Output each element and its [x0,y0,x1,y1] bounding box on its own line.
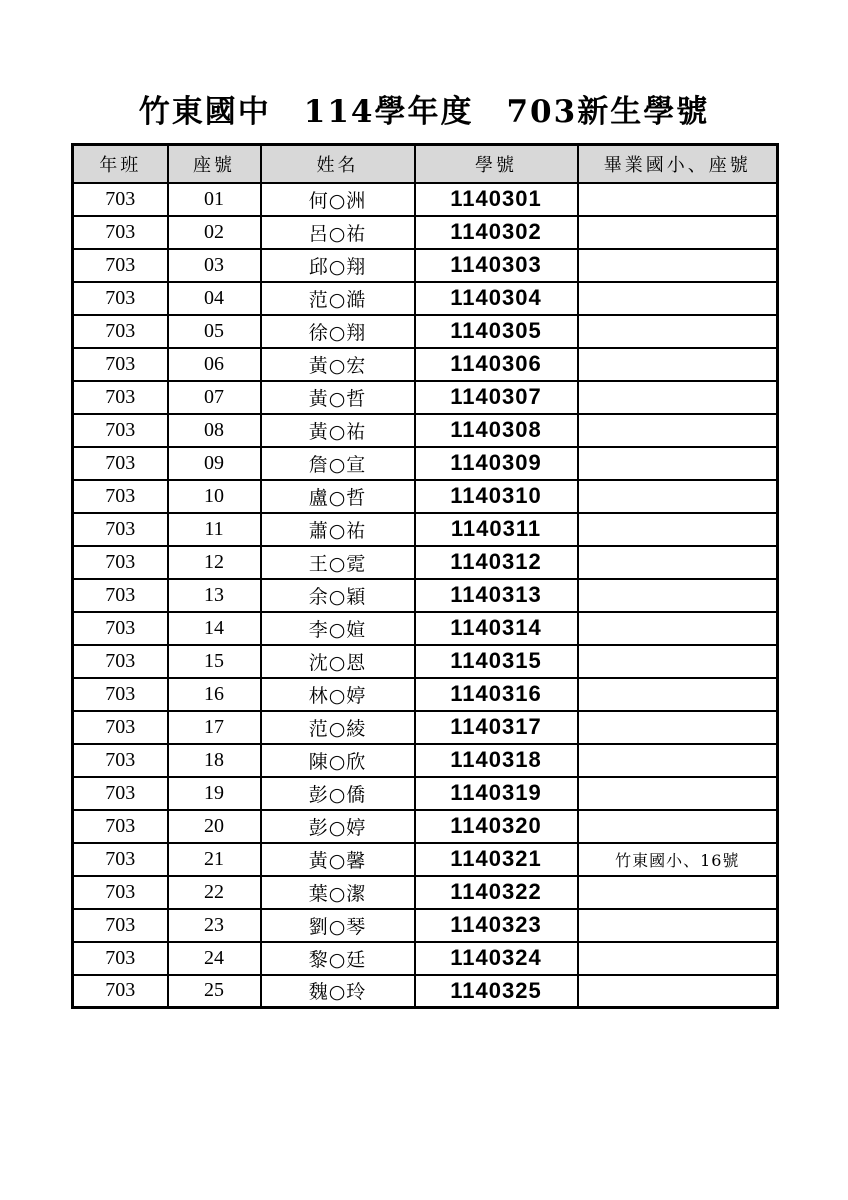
seat-number-cell: 01 [168,183,261,216]
class-cell: 703 [73,381,168,414]
table-row [73,282,778,315]
origin-school-cell [578,183,778,216]
seat-number-cell: 15 [168,645,261,678]
student-name-cell: 葉○潔 [261,876,415,909]
student-name-cell: 林○婷 [261,678,415,711]
student-name-cell: 呂○祐 [261,216,415,249]
seat-number-cell: 05 [168,315,261,348]
table-row [73,546,778,579]
origin-school-cell [578,744,778,777]
seat-number-cell: 07 [168,381,261,414]
student-name-cell: 徐○翔 [261,315,415,348]
student-id-cell: 1140308 [415,414,578,447]
seat-number-cell: 24 [168,942,261,975]
student-name-cell: 彭○僑 [261,777,415,810]
origin-school-cell [578,249,778,282]
student-id-cell: 1140324 [415,942,578,975]
origin-school-cell [578,414,778,447]
table-row [73,249,778,282]
seat-number-cell: 23 [168,909,261,942]
student-id-cell: 1140309 [415,447,578,480]
table-row [73,579,778,612]
seat-number-cell: 19 [168,777,261,810]
seat-number-cell: 10 [168,480,261,513]
student-id-cell: 1140322 [415,876,578,909]
table-row [73,975,778,1008]
class-cell: 703 [73,876,168,909]
page-title: 竹東國中 114學年度 703新生學號 [138,94,710,130]
student-id-cell: 1140314 [415,612,578,645]
table-row [73,942,778,975]
origin-school-cell [578,711,778,744]
student-id-cell: 1140304 [415,282,578,315]
origin-school-cell [578,612,778,645]
class-cell: 703 [73,744,168,777]
table-body [73,183,778,1008]
table-row [73,348,778,381]
student-id-cell: 1140311 [415,513,578,546]
table-row [73,678,778,711]
class-cell: 703 [73,645,168,678]
student-name-cell: 盧○哲 [261,480,415,513]
class-cell: 703 [73,513,168,546]
class-cell: 703 [73,711,168,744]
student-id-cell: 1140317 [415,711,578,744]
class-cell: 703 [73,216,168,249]
student-name-cell: 何○洲 [261,183,415,216]
table-row [73,414,778,447]
student-id-cell: 1140306 [415,348,578,381]
seat-number-cell: 13 [168,579,261,612]
header-cell-class: 年班 [73,145,168,183]
student-id-cell: 1140320 [415,810,578,843]
origin-school-cell [578,447,778,480]
student-id-cell: 1140325 [415,975,578,1008]
origin-school-cell [578,480,778,513]
seat-number-cell: 03 [168,249,261,282]
student-id-cell: 1140323 [415,909,578,942]
student-name-cell: 沈○恩 [261,645,415,678]
student-id-cell: 1140315 [415,645,578,678]
student-id-cell: 1140313 [415,579,578,612]
student-name-cell: 魏○玲 [261,975,415,1008]
table-row [73,810,778,843]
class-cell: 703 [73,810,168,843]
header-cell-student-id: 學號 [415,145,578,183]
seat-number-cell: 04 [168,282,261,315]
table-row [73,381,778,414]
table-row [73,216,778,249]
student-id-cell: 1140321 [415,843,578,876]
table-row [73,447,778,480]
table-row [73,315,778,348]
student-id-cell: 1140301 [415,183,578,216]
class-cell: 703 [73,315,168,348]
class-cell: 703 [73,414,168,447]
seat-number-cell: 02 [168,216,261,249]
header-cell-origin-school: 畢業國小、座號 [578,145,778,183]
student-name-cell: 李○媗 [261,612,415,645]
class-cell: 703 [73,249,168,282]
student-name-cell: 黃○祐 [261,414,415,447]
origin-school-cell [578,678,778,711]
seat-number-cell: 11 [168,513,261,546]
class-cell: 703 [73,579,168,612]
student-roster-table [71,143,779,1009]
seat-number-cell: 25 [168,975,261,1008]
class-cell: 703 [73,612,168,645]
class-cell: 703 [73,546,168,579]
student-name-cell: 范○澔 [261,282,415,315]
student-id-cell: 1140316 [415,678,578,711]
origin-school-cell [578,579,778,612]
table-row [73,183,778,216]
seat-number-cell: 18 [168,744,261,777]
seat-number-cell: 09 [168,447,261,480]
class-cell: 703 [73,480,168,513]
header-cell-name: 姓名 [261,145,415,183]
header-cell-seat: 座號 [168,145,261,183]
origin-school-cell [578,546,778,579]
class-cell: 703 [73,183,168,216]
class-cell: 703 [73,942,168,975]
seat-number-cell: 22 [168,876,261,909]
student-name-cell: 邱○翔 [261,249,415,282]
student-id-cell: 1140307 [415,381,578,414]
header-row [73,145,778,183]
table-header [73,145,778,183]
student-name-cell: 黃○宏 [261,348,415,381]
origin-school-cell [578,909,778,942]
table-row [73,909,778,942]
student-name-cell: 詹○宣 [261,447,415,480]
origin-school-cell [578,381,778,414]
class-cell: 703 [73,909,168,942]
student-id-cell: 1140318 [415,744,578,777]
origin-school-cell [578,348,778,381]
table-row [73,645,778,678]
table-row [73,513,778,546]
class-cell: 703 [73,282,168,315]
student-name-cell: 黎○廷 [261,942,415,975]
origin-school-cell [578,777,778,810]
seat-number-cell: 20 [168,810,261,843]
table-row [73,777,778,810]
student-name-cell: 王○霓 [261,546,415,579]
origin-school-cell [578,810,778,843]
origin-school-cell: 竹東國小、16號 [578,843,778,876]
student-name-cell: 陳○欣 [261,744,415,777]
student-id-cell: 1140312 [415,546,578,579]
seat-number-cell: 08 [168,414,261,447]
table-row [73,876,778,909]
origin-school-cell [578,216,778,249]
student-name-cell: 黃○哲 [261,381,415,414]
origin-school-cell [578,282,778,315]
class-cell: 703 [73,975,168,1008]
origin-school-cell [578,645,778,678]
table-row [73,480,778,513]
class-cell: 703 [73,447,168,480]
student-id-cell: 1140319 [415,777,578,810]
student-name-cell: 彭○婷 [261,810,415,843]
class-cell: 703 [73,777,168,810]
origin-school-cell [578,975,778,1008]
student-name-cell: 黃○馨 [261,843,415,876]
student-id-cell: 1140305 [415,315,578,348]
seat-number-cell: 06 [168,348,261,381]
seat-number-cell: 12 [168,546,261,579]
student-id-cell: 1140310 [415,480,578,513]
student-id-cell: 1140302 [415,216,578,249]
origin-school-cell [578,942,778,975]
seat-number-cell: 21 [168,843,261,876]
student-name-cell: 蕭○祐 [261,513,415,546]
origin-school-cell [578,513,778,546]
seat-number-cell: 14 [168,612,261,645]
class-cell: 703 [73,843,168,876]
seat-number-cell: 16 [168,678,261,711]
student-name-cell: 劉○琴 [261,909,415,942]
origin-school-cell [578,876,778,909]
student-name-cell: 范○綾 [261,711,415,744]
class-cell: 703 [73,348,168,381]
table-row [73,744,778,777]
origin-school-cell [578,315,778,348]
table-row [73,843,778,876]
table-row [73,612,778,645]
student-id-cell: 1140303 [415,249,578,282]
student-name-cell: 余○穎 [261,579,415,612]
table-row [73,711,778,744]
seat-number-cell: 17 [168,711,261,744]
class-cell: 703 [73,678,168,711]
